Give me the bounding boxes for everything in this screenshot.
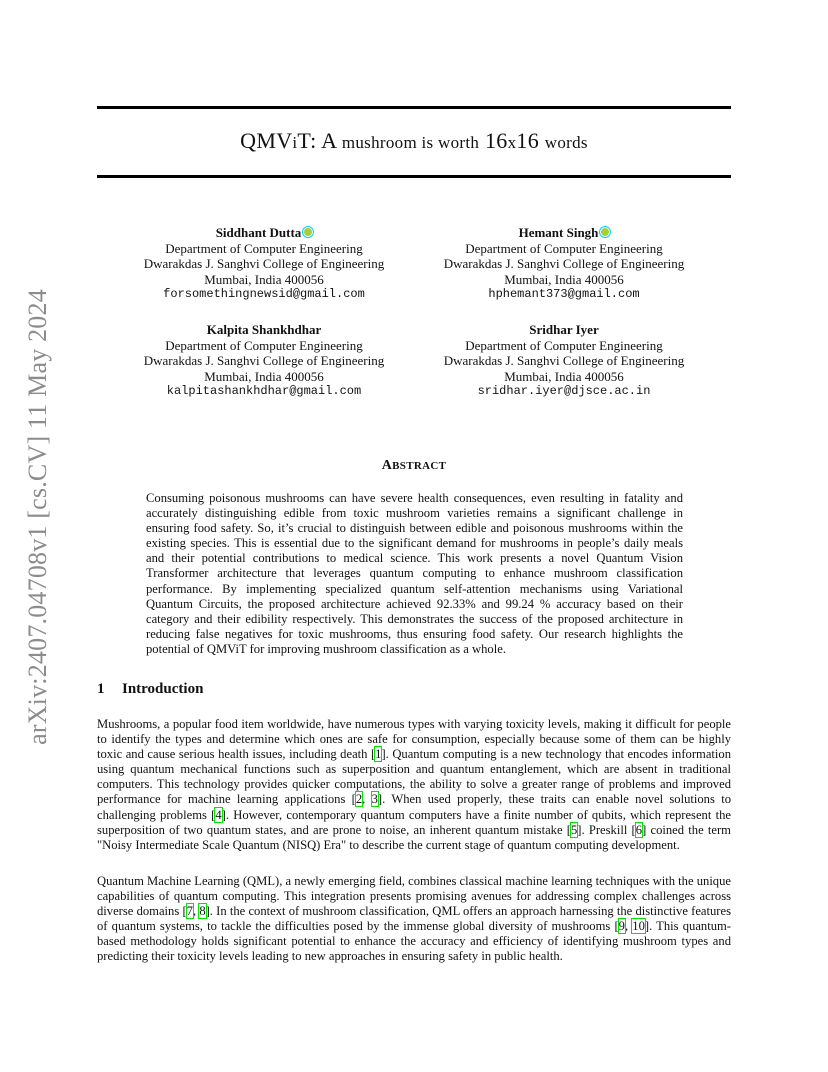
- abstract-heading-rest: BSTRACT: [392, 460, 447, 472]
- title-rule-bottom: [97, 175, 731, 178]
- title-part: mushroom is worth: [341, 133, 480, 152]
- intro-paragraph-1: [97, 717, 731, 853]
- orcid-icon[interactable]: [601, 228, 609, 236]
- citation-link[interactable]: 4: [215, 807, 222, 822]
- title-part: words: [544, 133, 588, 152]
- title-part: 16: [516, 128, 545, 153]
- author-block: [114, 322, 414, 400]
- author-college: Dwarakdas J. Sanghvi College of Engineering: [443, 256, 685, 271]
- title-part: x: [507, 133, 517, 152]
- author-city: Mumbai, India 400056: [204, 271, 324, 287]
- author-department: Department of Computer Engineering: [165, 240, 363, 256]
- citation-link[interactable]: 10: [632, 919, 645, 934]
- text-run: ] coined the term "Noisy Intermediate Scale Quantum (NISQ) Era" to describe the current stage of quantum computing development.: [97, 822, 731, 852]
- author-block: [414, 225, 714, 303]
- author-department: Department of Computer Engineering: [165, 337, 363, 353]
- text-run: ,: [362, 792, 372, 807]
- author-email: sridhar.iyer@djsce.ac.in: [477, 384, 651, 398]
- author-block: [114, 225, 414, 303]
- arxiv-identifier: arXiv:2407.04708v1 [cs.CV] 11 May 2024: [23, 289, 52, 745]
- abstract-heading-initial: A: [381, 458, 393, 473]
- author-block: [414, 322, 714, 400]
- author-college: Dwarakdas J. Sanghvi College of Engineering: [443, 353, 685, 368]
- text-run: ]. However, contemporary quantum computers have a finite number of qubits, which represent the superposition of two quantum states, and are prone to noise, an inherent quantum mistake [: [97, 807, 731, 837]
- text-run: ]. Quantum computing is a new technology that encodes information using quantum mechanical functions such as superposition and quantum entanglement, which are absent in traditional computers. This technology provides quicker computations, the ability to solve a greater range of problems and improved performance for machine learning applications [: [97, 747, 732, 807]
- author-city: Mumbai, India 400056: [504, 368, 624, 384]
- text-run: ,: [192, 904, 200, 919]
- title-part: QMV: [240, 128, 293, 153]
- author-name: Sridhar Iyer: [529, 322, 599, 337]
- title-part: 16: [479, 128, 508, 153]
- author-city: Mumbai, India 400056: [204, 368, 324, 384]
- text-run: ]. In the context of mushroom classification, QML offers an approach harnessing the distinctive features of quantum systems, to tackle the difficulties posed by the immense global diversity of mushrooms [: [97, 904, 731, 934]
- section-number: 1: [97, 681, 105, 697]
- author-college: Dwarakdas J. Sanghvi College of Engineering: [143, 353, 385, 368]
- author-department: Department of Computer Engineering: [465, 240, 663, 256]
- citation-link[interactable]: 3: [371, 792, 378, 807]
- abstract-heading: [97, 458, 731, 474]
- intro-paragraph-2: [97, 874, 731, 965]
- author-department: Department of Computer Engineering: [465, 337, 663, 353]
- section-title: Introduction: [122, 681, 204, 697]
- author-name: Siddhant Dutta: [215, 225, 302, 240]
- title-rule-top: [97, 106, 731, 109]
- citation-link[interactable]: 7: [186, 904, 193, 919]
- citation-link[interactable]: 5: [570, 822, 578, 837]
- text-run: ,: [624, 919, 633, 934]
- author-name: Kalpita Shankhdhar: [206, 322, 322, 337]
- citation-link[interactable]: 8: [199, 904, 206, 919]
- text-run: Mushrooms, a popular food item worldwide, have numerous types with varying toxicity levels, making it difficult for people to identify the types and determine which ones are safe for consumption, especially because some of them can be highly toxic and cause serious health issues, including death [: [97, 717, 731, 762]
- citation-link[interactable]: 1: [375, 747, 382, 762]
- author-email: forsomethingnewsid@gmail.com: [163, 287, 365, 301]
- text-run: ]. When used properly, these traits can enable novel solutions to challenging problems [: [97, 792, 731, 822]
- author-name: Hemant Singh: [518, 225, 599, 240]
- text-run: ]. Preskill [: [577, 822, 636, 837]
- text-run: Quantum Machine Learning (QML), a newly emerging field, combines classical machine learning techniques with the unique capabilities of quantum computing. This integration presents promising avenues for addressing complex challenges across diverse domains [: [97, 874, 731, 919]
- abstract-text: Consuming poisonous mushrooms can have severe health consequences, even resulting in fatality and accurately distinguishing edible from toxic mushroom varieties remains a significant challenge in ensuring food safety. So, it’s crucial to distinguish between edible and poisonous mushrooms within the existing species. This is essential due to the significant demand for mushrooms in people’s daily meals and their potential contributions to medical science. This work presents a novel Quantum Vision Transformer architecture that leverages quantum computing to enhance mushroom classification performance. By implementing specialized quantum self-attention mechanisms using Variational Quantum Circuits, the proposed architecture achieved 92.33% and 99.24 % accuracy based on their category and their edibility respectively. This demonstrates the success of the proposed architecture in reducing false negatives for toxic mushrooms, thus ensuring food safety. Our research highlights the potential of QMViT for improving mushroom classification as a whole.: [146, 491, 683, 656]
- author-college: Dwarakdas J. Sanghvi College of Engineering: [143, 256, 385, 271]
- paper-title: [97, 128, 731, 154]
- author-email: hphemant373@gmail.com: [488, 287, 640, 301]
- title-part: i: [292, 133, 298, 152]
- text-run: ]. This quantum-based methodology holds significant potential to enhance the accuracy and efficiency of identifying mushroom types and predicting their toxicity levels leading to new approaches in ensuring safety in public health.: [97, 919, 731, 964]
- citation-link[interactable]: 2: [355, 792, 363, 807]
- citation-link[interactable]: 9: [618, 919, 625, 934]
- author-email: kalpitashankhdhar@gmail.com: [166, 384, 362, 398]
- orcid-icon[interactable]: [304, 228, 312, 236]
- title-part: T: A: [297, 128, 342, 153]
- citation-link[interactable]: 6: [635, 822, 643, 837]
- author-city: Mumbai, India 400056: [504, 271, 624, 287]
- section-heading: [97, 681, 203, 698]
